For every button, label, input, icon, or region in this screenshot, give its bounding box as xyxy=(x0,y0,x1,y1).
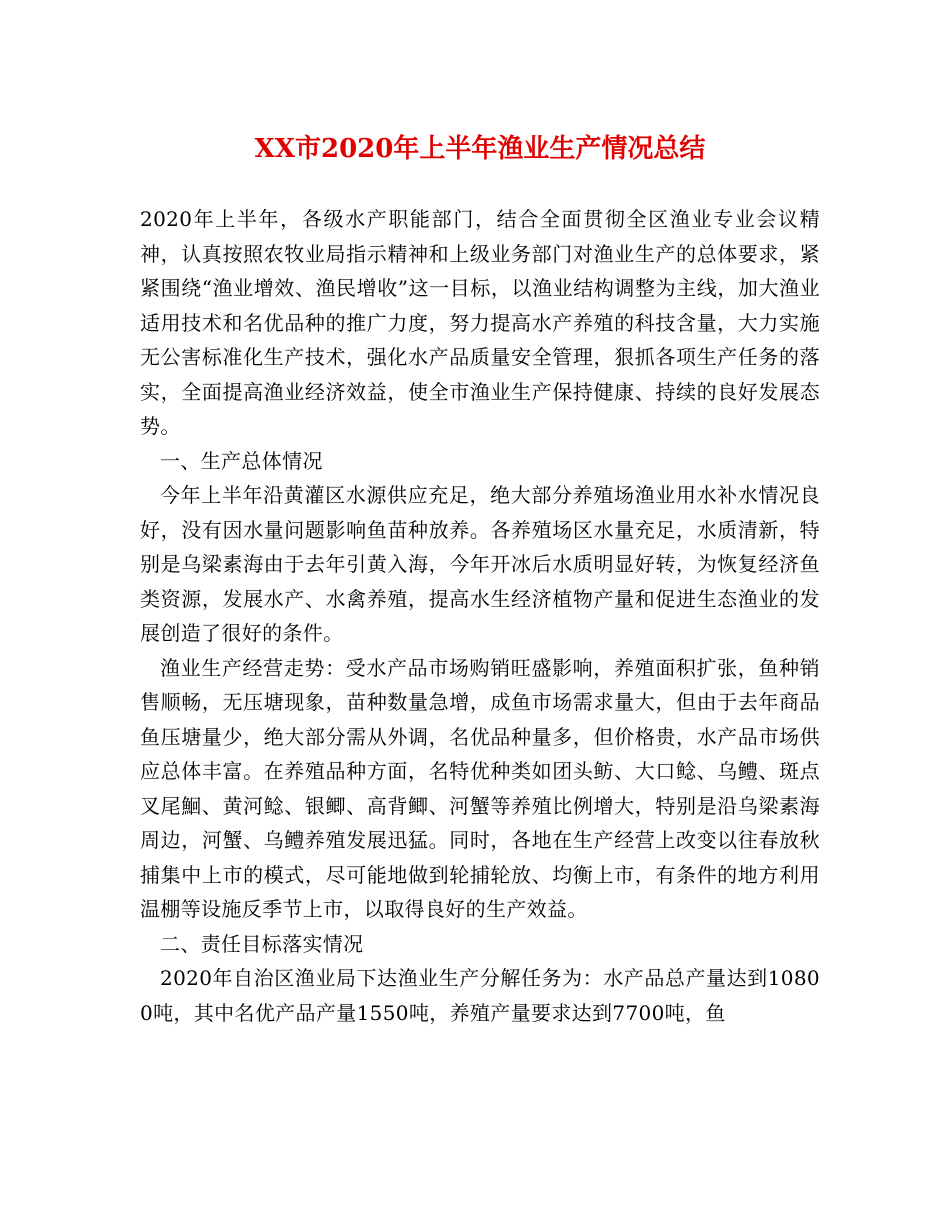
paragraph-water-supply: 今年上半年沿黄灌区水源供应充足，绝大部分养殖场渔业用水补水情况良好，没有因水量问题影响鱼苗种放养。各养殖场区水量充足，水质清新，特别是乌梁素海由于去年引黄入海，今年开冰后水质明显好转，为恢复经济鱼类资源，发展水产、水禽养殖，提高水生经济植物产量和促进生态渔业的发展创造了很好的条件。 xyxy=(140,483,820,645)
paragraph-intro: 2020年上半年，各级水产职能部门，结合全面贯彻全区渔业专业会议精神，认真按照农牧业局指示精神和上级业务部门对渔业生产的总体要求，紧紧围绕“渔业增效、渔民增收”这一目标，以渔业结构调整为主线，加大渔业适用技术和名优品种的推广力度，努力提高水产养殖的科技含量，大力实施无公害标准化生产技术，强化水产品质量安全管理，狠抓各项生产任务的落实，全面提高渔业经济效益，使全市渔业生产保持健康、持续的良好发展态势。 xyxy=(140,207,820,438)
document-title: XX市2020年上半年渔业生产情况总结 xyxy=(254,134,706,164)
paragraph-targets: 2020年自治区渔业局下达渔业生产分解任务为：水产品总产量达到10800吨，其中名优产品产量1550吨，养殖产量要求达到7700吨，鱼 xyxy=(140,966,820,1025)
document-body xyxy=(140,202,820,1030)
paragraph-business-trend: 渔业生产经营走势：受水产品市场购销旺盛影响，养殖面积扩张，鱼种销售顺畅，无压塘现象，苗种数量急增，成鱼市场需求量大，但由于去年商品鱼压塘量少，绝大部分需从外调，名优品种量多，但价格贵，水产品市场供应总体丰富。在养殖品种方面，名特优种类如团头鲂、大口鲶、乌鳢、斑点叉尾鮰、黄河鲶、银鲫、高背鲫、河蟹等养殖比例增大，特别是沿乌梁素海周边，河蟹、乌鳢养殖发展迅猛。同时，各地在生产经营上改变以往春放秋捕集中上市的模式，尽可能地做到轮捕轮放、均衡上市，有条件的地方利用温棚等设施反季节上市，以取得良好的生产效益。 xyxy=(140,655,820,921)
section-heading-responsibility-targets: 二、责任目标落实情况 xyxy=(160,931,364,956)
section-heading-production-overview: 一、生产总体情况 xyxy=(160,448,323,473)
